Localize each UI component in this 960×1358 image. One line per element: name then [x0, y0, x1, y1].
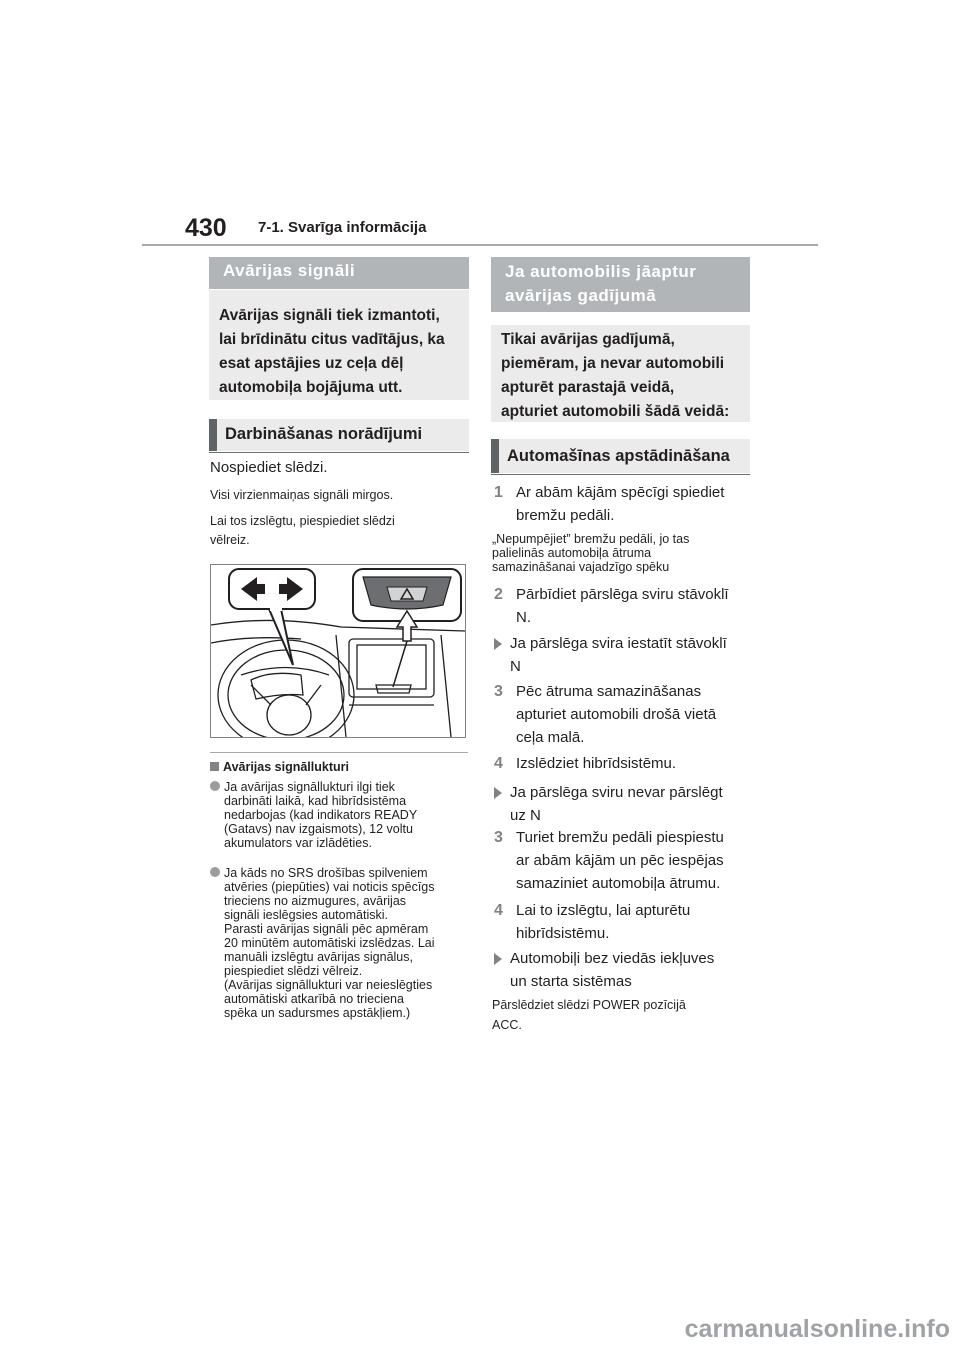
- step-item: [494, 481, 754, 527]
- watermark: carmanualsonline.info: [684, 1315, 950, 1343]
- condition-item: [492, 632, 752, 678]
- step-text: Pārbīdiet pārslēga sviru stāvoklī: [516, 586, 729, 603]
- note-bullet: [210, 866, 470, 1020]
- dashboard-drawing: [211, 565, 465, 737]
- hazard-banner: [209, 257, 469, 289]
- intro-line: automobiļa bojājuma utt.: [219, 379, 403, 396]
- illustration-divider: [210, 752, 468, 753]
- condition-item: [492, 781, 752, 827]
- intro-line: esat apstājies uz ceļa dēļ: [219, 355, 404, 372]
- triangle-arrow-icon: [494, 953, 502, 965]
- detail-text: Visi virzienmaiņas signāli mirgos.: [210, 488, 394, 502]
- section-title: 7-1. Svarīga informācija: [258, 219, 427, 236]
- step-text: samaziniet automobiļa ātrumu.: [516, 875, 721, 892]
- header-divider: [142, 244, 818, 246]
- condition-text: Automobiļi bez viedās iekļuves: [510, 950, 715, 967]
- step-number: 3: [494, 829, 503, 846]
- subhead-divider: [491, 474, 750, 475]
- banner-line: Ja automobilis jāaptur: [505, 262, 697, 281]
- condition-text: N: [510, 658, 521, 675]
- bullet-text: Ja kāds no SRS drošības spilveniem atvēries (piepūties) vai noticis spēcīgs trieciens no aizmugures, avārijas signāli ieslēgsies automātiski. Parasti avārijas signāli pēc apmēram 20 minūtēm automātiski izslēdzas. Lai manuāli izslēgtu avārijas signālus, piespiediet slēdzi vēlreiz. (Avārijas signāllukturi var neieslēgties automātiski atkarībā no trieciena spēka un sadursmes apstākļiem.): [224, 866, 435, 1020]
- note-bullet: [210, 780, 470, 850]
- triangle-arrow-icon: [494, 638, 502, 650]
- intro-line: Tikai avārijas gadījumā,: [501, 331, 675, 348]
- dashboard-illustration: [210, 564, 466, 738]
- intro-line: lai brīdinātu citus vadītājus, ka: [219, 331, 445, 348]
- note-line: samazināšanai vajadzīgo spēku: [492, 560, 670, 574]
- step-item: [494, 680, 754, 749]
- emergency-stop-banner: [491, 257, 750, 312]
- note-line: palielinās automobiļa ātruma: [492, 546, 652, 560]
- emergency-intro-box: [491, 325, 750, 422]
- intro-line: apturiet automobili šādā veidā:: [501, 403, 730, 420]
- subhead-text: Darbināšanas norādījumi: [225, 425, 423, 443]
- intro-line: piemēram, ja nevar automobili: [501, 355, 725, 372]
- step-item: [494, 583, 754, 629]
- hazard-intro-box: [209, 290, 469, 400]
- subhead-text: Automašīnas apstādināšana: [507, 447, 730, 465]
- detail-text: Lai tos izslēgtu, piespiediet slēdzi: [210, 514, 395, 528]
- condition-item: [492, 947, 752, 993]
- step-number: 2: [494, 586, 503, 603]
- condition-text: un starta sistēmas: [510, 973, 632, 990]
- step-number: 4: [494, 755, 503, 772]
- step-number: 1: [494, 484, 503, 501]
- step-item: [494, 899, 754, 945]
- step-text: ar abām kājām un pēc iespējas: [516, 852, 724, 869]
- step-note: [492, 532, 689, 574]
- step-text: Ar abām kājām spēcīgi spiediet: [516, 484, 725, 501]
- banner-line: avārijas gadījumā: [505, 286, 657, 305]
- instruction-text: Nospiediet slēdzi.: [210, 459, 328, 476]
- stopping-heading: [491, 439, 750, 473]
- subhead-divider: [209, 452, 469, 453]
- step-text: apturiet automobili drošā vietā: [516, 706, 717, 723]
- condition-text: Ja pārslēga svira iestatīt stāvoklī: [510, 635, 727, 652]
- step-item: [494, 752, 754, 775]
- step-text: Turiet bremžu pedāli piespiestu: [516, 829, 724, 846]
- square-bullet-icon: [210, 762, 219, 771]
- step-number: 3: [494, 683, 503, 700]
- step-text: Lai to izslēgtu, lai apturētu: [516, 902, 691, 919]
- final-line: Pārslēdziet slēdzi POWER pozīcijā: [492, 998, 686, 1012]
- step-item: [494, 826, 754, 895]
- condition-text: Ja pārslēga sviru nevar pārslēgt: [510, 784, 723, 801]
- page-number: 430: [185, 214, 227, 242]
- step-number: 4: [494, 902, 503, 919]
- final-line: ACC.: [492, 1018, 522, 1032]
- notes-heading: [210, 760, 349, 774]
- bullet-dot-icon: [210, 867, 220, 877]
- step-text: ceļa malā.: [516, 729, 585, 746]
- step-text: N.: [516, 609, 531, 626]
- triangle-arrow-icon: [494, 787, 502, 799]
- intro-line: apturēt parastajā veidā,: [501, 379, 675, 396]
- bullet-text: Ja avārijas signāllukturi ilgi tiek darbināti laikā, kad hibrīdsistēma nedarbojas (kad indikators READY (Gatavs) nav izgaismots), 12 voltu akumulators var izlādēties.: [224, 780, 418, 850]
- notes-heading-text: Avārijas signāllukturi: [223, 760, 349, 774]
- detail-text: vēlreiz.: [210, 533, 250, 547]
- bullet-dot-icon: [210, 781, 220, 791]
- hazard-banner-text: Avārijas signāli: [223, 261, 356, 280]
- condition-text: uz N: [510, 807, 541, 824]
- intro-line: Avārijas signāli tiek izmantoti,: [219, 307, 440, 324]
- step-text: hibrīdsistēmu.: [516, 925, 610, 942]
- operating-instructions-heading: [209, 419, 469, 451]
- note-line: „Nepumpējiet” bremžu pedāli, jo tas: [492, 532, 690, 546]
- final-instruction: [492, 995, 686, 1035]
- step-text: Pēc ātruma samazināšanas: [516, 683, 702, 700]
- step-text: bremžu pedāli.: [516, 507, 615, 524]
- step-text: Izslēdziet hibrīdsistēmu.: [516, 755, 677, 772]
